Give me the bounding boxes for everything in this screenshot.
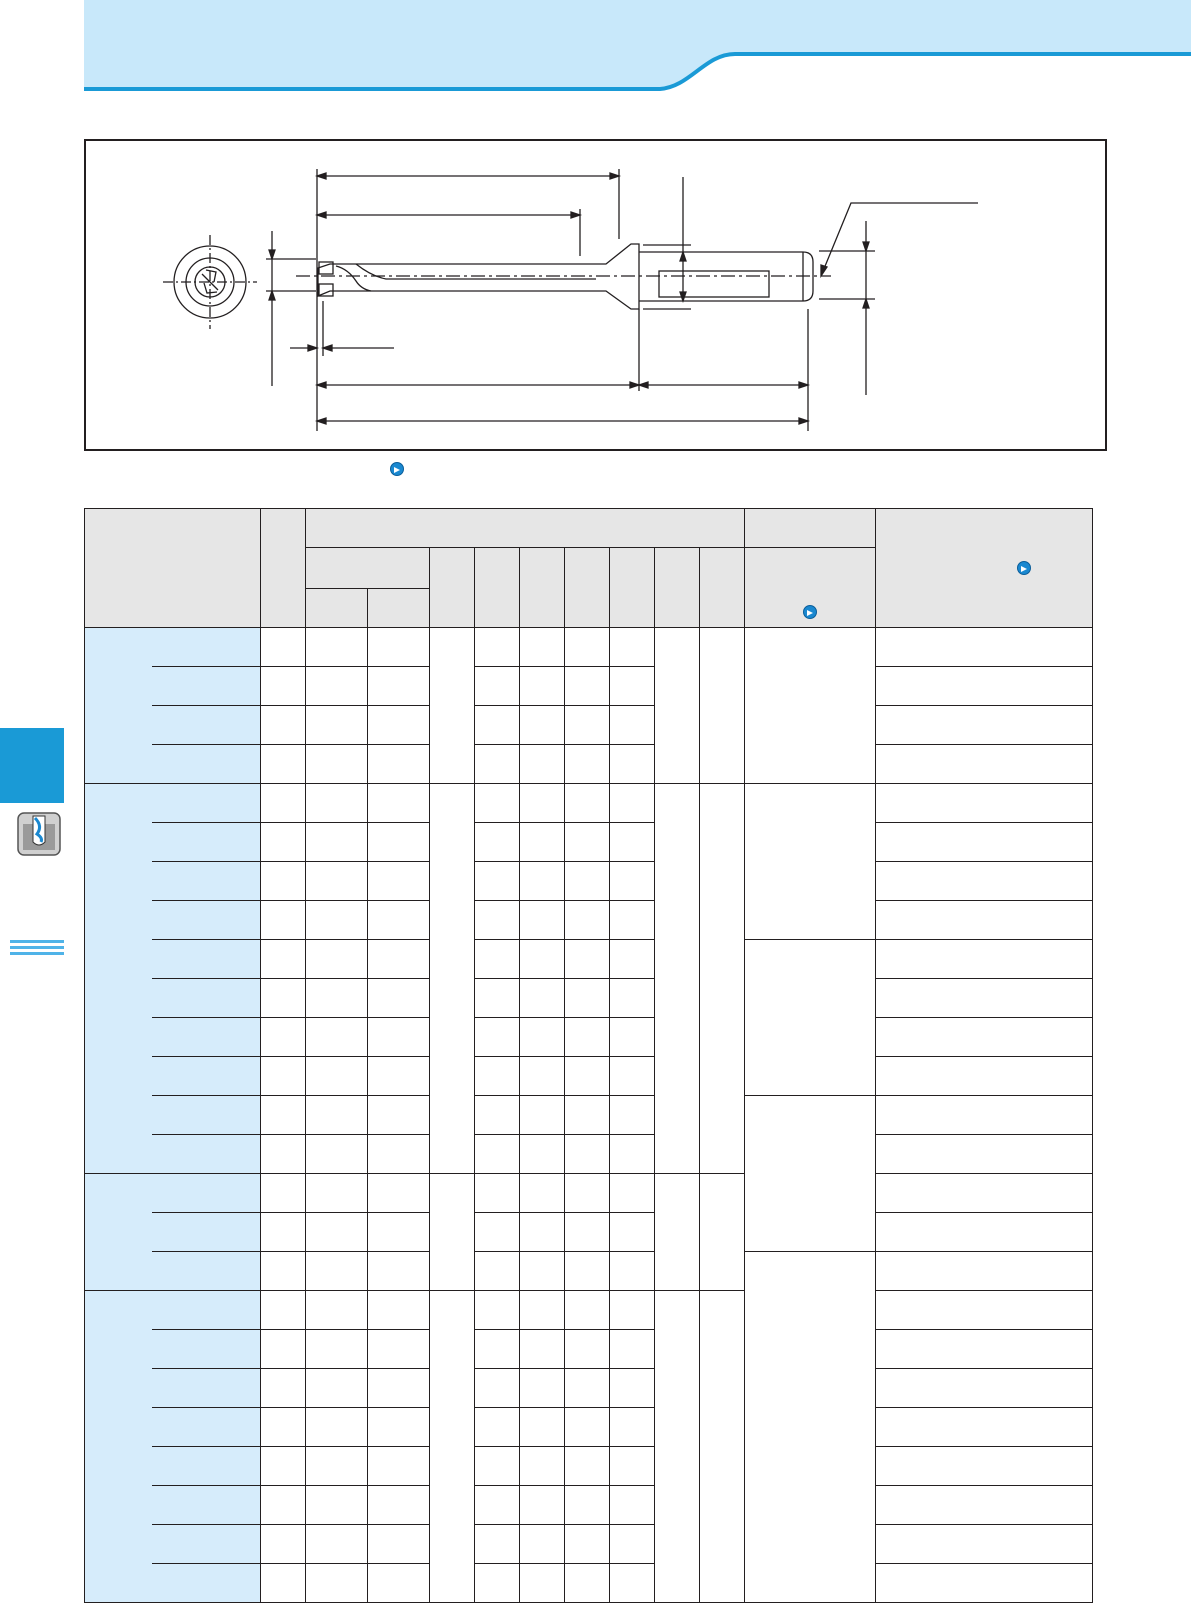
table-cell	[876, 1564, 1093, 1603]
table-cell	[306, 940, 368, 979]
table-cell	[520, 745, 565, 784]
table-cell	[520, 706, 565, 745]
table-cell	[368, 628, 430, 667]
side-tab-marker	[0, 728, 64, 803]
table-cell	[565, 1525, 610, 1564]
drill-hole-icon	[17, 812, 61, 856]
table-cell	[475, 1057, 520, 1096]
table-cell	[876, 1525, 1093, 1564]
table-cell	[520, 862, 565, 901]
table-cell	[610, 940, 655, 979]
table-cell	[475, 1330, 520, 1369]
designation-cell	[152, 1252, 261, 1291]
table-cell	[610, 784, 655, 823]
table-cell	[261, 1369, 306, 1408]
table-cell	[368, 1525, 430, 1564]
table-cell	[368, 1447, 430, 1486]
table-row	[85, 1447, 1093, 1486]
table-cell	[610, 706, 655, 745]
header-col-4	[565, 548, 610, 628]
table-cell	[610, 1369, 655, 1408]
table-cell	[610, 745, 655, 784]
table-cell	[475, 1135, 520, 1174]
designation-cell	[152, 1330, 261, 1369]
table-row	[85, 1564, 1093, 1603]
table-cell	[876, 1252, 1093, 1291]
table-row	[85, 784, 1093, 823]
table-cell	[261, 1330, 306, 1369]
table-row	[85, 1408, 1093, 1447]
table-header-row-1	[85, 509, 1093, 548]
table-cell	[520, 1135, 565, 1174]
table-cell	[368, 1408, 430, 1447]
merged-cell	[655, 784, 700, 1174]
table-cell	[306, 628, 368, 667]
table-cell	[565, 706, 610, 745]
designation-cell	[152, 1564, 261, 1603]
designation-cell	[152, 784, 261, 823]
table-cell	[520, 1291, 565, 1330]
table-cell	[520, 1408, 565, 1447]
table-row	[85, 1291, 1093, 1330]
table-cell	[306, 1096, 368, 1135]
table-cell	[876, 823, 1093, 862]
designation-cell	[152, 1369, 261, 1408]
table-cell	[876, 1369, 1093, 1408]
table-cell	[475, 1096, 520, 1135]
table-cell	[368, 1213, 430, 1252]
table-cell	[610, 1486, 655, 1525]
table-cell	[475, 1447, 520, 1486]
table-cell	[261, 667, 306, 706]
table-cell	[261, 706, 306, 745]
designation-cell	[152, 1525, 261, 1564]
table-cell	[565, 862, 610, 901]
designation-cell	[152, 940, 261, 979]
holder-cell	[876, 628, 1093, 667]
table-cell	[520, 1525, 565, 1564]
table-cell	[565, 1408, 610, 1447]
table-row	[85, 706, 1093, 745]
merged-cell	[655, 628, 700, 784]
designation-cell	[152, 1096, 261, 1135]
designation-cell	[152, 1486, 261, 1525]
header-dia-min	[306, 589, 368, 628]
designation-cell	[152, 979, 261, 1018]
designation-cell	[152, 1135, 261, 1174]
merged-cell	[430, 628, 475, 784]
header-col-2	[475, 548, 520, 628]
table-cell	[610, 628, 655, 667]
header-designation	[85, 509, 261, 628]
table-cell	[610, 1525, 655, 1564]
table-cell	[475, 1408, 520, 1447]
table-cell	[306, 1174, 368, 1213]
table-cell	[520, 901, 565, 940]
designation-cell	[152, 1213, 261, 1252]
table-cell	[520, 1330, 565, 1369]
table-cell	[610, 1330, 655, 1369]
table-cell	[306, 901, 368, 940]
designation-cell	[152, 1447, 261, 1486]
table-cell	[368, 1330, 430, 1369]
table-cell	[475, 628, 520, 667]
table-cell	[306, 745, 368, 784]
table-cell	[565, 1057, 610, 1096]
table-cell	[261, 862, 306, 901]
table-cell	[520, 1252, 565, 1291]
merged-cell	[655, 1174, 700, 1291]
table-cell	[876, 1213, 1093, 1252]
table-row	[85, 862, 1093, 901]
designation-cell	[152, 862, 261, 901]
table-row	[85, 1174, 1093, 1213]
table-cell	[475, 823, 520, 862]
merged-cell	[700, 1291, 745, 1603]
table-cell	[520, 940, 565, 979]
table-cell	[876, 706, 1093, 745]
table-row	[85, 1135, 1093, 1174]
table-cell	[368, 1564, 430, 1603]
table-cell	[565, 823, 610, 862]
table-cell	[876, 1057, 1093, 1096]
table-cell	[475, 706, 520, 745]
table-cell	[475, 1174, 520, 1213]
table-cell	[520, 1174, 565, 1213]
header-col-1	[430, 548, 475, 628]
table-row	[85, 979, 1093, 1018]
table-cell	[306, 1369, 368, 1408]
table-row	[85, 745, 1093, 784]
table-cell	[261, 1525, 306, 1564]
table-cell	[610, 1096, 655, 1135]
table-row	[85, 1525, 1093, 1564]
table-cell	[306, 1135, 368, 1174]
table-cell	[368, 862, 430, 901]
header-dia	[306, 548, 430, 589]
table-cell	[368, 745, 430, 784]
table-cell	[475, 784, 520, 823]
table-cell	[876, 1135, 1093, 1174]
table-cell	[520, 1564, 565, 1603]
table-cell	[306, 1330, 368, 1369]
designation-cell	[152, 706, 261, 745]
table-cell	[520, 1486, 565, 1525]
table-cell	[876, 1018, 1093, 1057]
table-cell	[610, 1213, 655, 1252]
merged-cell	[430, 1174, 475, 1291]
table-cell	[261, 1447, 306, 1486]
table-cell	[565, 1447, 610, 1486]
table-row	[85, 667, 1093, 706]
table-row	[85, 1330, 1093, 1369]
header-stock	[261, 509, 306, 628]
table-cell	[475, 1486, 520, 1525]
table-cell	[261, 1564, 306, 1603]
designation-cell	[152, 745, 261, 784]
insert-cell	[745, 1252, 876, 1603]
table-cell	[876, 667, 1093, 706]
table-row	[85, 901, 1093, 940]
table-cell	[610, 979, 655, 1018]
designation-cell	[152, 1174, 261, 1213]
table-cell	[475, 1018, 520, 1057]
merged-cell	[700, 784, 745, 1174]
table-cell	[306, 1408, 368, 1447]
header-col-3	[520, 548, 565, 628]
table-cell	[368, 1018, 430, 1057]
table-cell	[261, 1057, 306, 1096]
arrow-right-circle-icon[interactable]	[1017, 561, 1031, 575]
table-cell	[610, 667, 655, 706]
table-cell	[520, 1369, 565, 1408]
group-label	[85, 784, 152, 1174]
table-cell	[368, 784, 430, 823]
table-cell	[261, 628, 306, 667]
table-row	[85, 1096, 1093, 1135]
table-cell	[261, 1252, 306, 1291]
insert-cell	[745, 1096, 876, 1252]
table-cell	[876, 979, 1093, 1018]
merged-cell	[700, 628, 745, 784]
table-row	[85, 1486, 1093, 1525]
header-holder	[876, 509, 1093, 628]
table-cell	[565, 1564, 610, 1603]
table-cell	[520, 667, 565, 706]
table-cell	[565, 940, 610, 979]
table-cell	[306, 823, 368, 862]
table-cell	[475, 1369, 520, 1408]
table-cell	[565, 1018, 610, 1057]
table-cell	[261, 1018, 306, 1057]
side-decorative-lines	[10, 940, 64, 956]
table-cell	[610, 862, 655, 901]
table-cell	[368, 706, 430, 745]
table-cell	[610, 1174, 655, 1213]
table-cell	[876, 1330, 1093, 1369]
designation-cell	[152, 628, 261, 667]
table-cell	[475, 745, 520, 784]
table-cell	[565, 1252, 610, 1291]
table-cell	[876, 1486, 1093, 1525]
table-cell	[876, 1291, 1093, 1330]
table-row	[85, 940, 1093, 979]
table-cell	[306, 862, 368, 901]
drill-drawing-frame	[84, 139, 1107, 451]
designation-cell	[152, 1018, 261, 1057]
table-cell	[475, 1564, 520, 1603]
table-cell	[368, 667, 430, 706]
table-cell	[610, 823, 655, 862]
designation-cell	[152, 667, 261, 706]
table-cell	[610, 1135, 655, 1174]
table-cell	[306, 1564, 368, 1603]
table-cell	[368, 1057, 430, 1096]
table-cell	[306, 1291, 368, 1330]
table-cell	[306, 1018, 368, 1057]
table-row	[85, 628, 1093, 667]
table-cell	[306, 1525, 368, 1564]
table-cell	[306, 1057, 368, 1096]
table-cell	[876, 1096, 1093, 1135]
table-cell	[261, 784, 306, 823]
table-cell	[520, 1018, 565, 1057]
table-cell	[475, 1252, 520, 1291]
table-cell	[520, 1447, 565, 1486]
table-cell	[610, 901, 655, 940]
table-cell	[475, 979, 520, 1018]
table-cell	[306, 784, 368, 823]
table-cell	[520, 1057, 565, 1096]
header-col-5	[610, 548, 655, 628]
group-label	[85, 1174, 152, 1291]
table-cell	[565, 1330, 610, 1369]
table-cell	[565, 1486, 610, 1525]
insert-cell	[745, 940, 876, 1096]
header-insert	[745, 509, 876, 548]
table-cell	[565, 1096, 610, 1135]
table-cell	[368, 1486, 430, 1525]
group-label	[85, 1291, 152, 1603]
merged-cell	[430, 1291, 475, 1603]
table-cell	[368, 979, 430, 1018]
table-cell	[520, 979, 565, 1018]
drill-spec-table	[84, 508, 1093, 1603]
table-cell	[261, 823, 306, 862]
table-cell	[520, 628, 565, 667]
table-cell	[876, 1408, 1093, 1447]
table-cell	[475, 901, 520, 940]
table-cell	[261, 1096, 306, 1135]
table-cell	[565, 1213, 610, 1252]
table-cell	[306, 706, 368, 745]
table-cell	[368, 823, 430, 862]
table-cell	[368, 1252, 430, 1291]
merged-cell	[655, 1291, 700, 1603]
table-cell	[520, 1096, 565, 1135]
table-cell	[261, 1408, 306, 1447]
table-cell	[520, 823, 565, 862]
table-cell	[565, 745, 610, 784]
table-cell	[261, 1135, 306, 1174]
table-cell	[475, 1213, 520, 1252]
table-row	[85, 1057, 1093, 1096]
designation-cell	[152, 1291, 261, 1330]
header-insert-ref	[745, 548, 876, 628]
table-cell	[565, 1135, 610, 1174]
table-cell	[261, 1174, 306, 1213]
arrow-right-circle-icon[interactable]	[390, 462, 404, 476]
table-cell	[475, 1525, 520, 1564]
table-cell	[876, 784, 1093, 823]
table-row	[85, 1018, 1093, 1057]
table-cell	[520, 784, 565, 823]
drill-drawing	[86, 141, 1109, 453]
table-cell	[610, 1252, 655, 1291]
table-cell	[565, 784, 610, 823]
table-cell	[565, 628, 610, 667]
table-cell	[610, 1018, 655, 1057]
table-row	[85, 1369, 1093, 1408]
designation-cell	[152, 1057, 261, 1096]
table-cell	[876, 1447, 1093, 1486]
table-cell	[565, 667, 610, 706]
table-cell	[876, 940, 1093, 979]
table-cell	[475, 667, 520, 706]
table-cell	[610, 1057, 655, 1096]
table-row	[85, 1252, 1093, 1291]
header-dia-max	[368, 589, 430, 628]
designation-cell	[152, 901, 261, 940]
table-cell	[475, 1291, 520, 1330]
group-label	[85, 628, 152, 784]
arrow-right-circle-icon[interactable]	[803, 605, 817, 619]
table-cell	[565, 1291, 610, 1330]
insert-cell	[745, 784, 876, 940]
header-col-6	[655, 548, 700, 628]
table-cell	[876, 862, 1093, 901]
merged-cell	[700, 1174, 745, 1291]
table-cell	[306, 1447, 368, 1486]
table-cell	[565, 901, 610, 940]
header-col-7	[700, 548, 745, 628]
table-cell	[565, 1369, 610, 1408]
table-cell	[876, 901, 1093, 940]
table-cell	[876, 1174, 1093, 1213]
header-band	[0, 0, 1191, 95]
table-cell	[261, 979, 306, 1018]
table-cell	[520, 1213, 565, 1252]
table-cell	[306, 979, 368, 1018]
table-row	[85, 1213, 1093, 1252]
table-cell	[565, 1174, 610, 1213]
table-cell	[475, 862, 520, 901]
table-cell	[610, 1564, 655, 1603]
table-cell	[475, 940, 520, 979]
header-dimensions	[306, 509, 745, 548]
table-cell	[261, 1213, 306, 1252]
table-cell	[610, 1408, 655, 1447]
table-cell	[368, 1174, 430, 1213]
table-cell	[610, 1291, 655, 1330]
table-cell	[261, 1291, 306, 1330]
table-cell	[261, 940, 306, 979]
table-cell	[368, 901, 430, 940]
table-cell	[368, 1096, 430, 1135]
table-cell	[876, 745, 1093, 784]
table-cell	[261, 1486, 306, 1525]
designation-cell	[152, 823, 261, 862]
table-cell	[306, 667, 368, 706]
table-cell	[368, 1291, 430, 1330]
merged-cell	[430, 784, 475, 1174]
table-cell	[610, 1447, 655, 1486]
designation-cell	[152, 1408, 261, 1447]
table-cell	[261, 901, 306, 940]
table-cell	[261, 745, 306, 784]
table-cell	[368, 1369, 430, 1408]
insert-cell	[745, 628, 876, 784]
table-row	[85, 823, 1093, 862]
table-cell	[565, 979, 610, 1018]
table-cell	[368, 940, 430, 979]
table-cell	[306, 1213, 368, 1252]
table-cell	[306, 1486, 368, 1525]
table-cell	[306, 1252, 368, 1291]
table-cell	[368, 1135, 430, 1174]
